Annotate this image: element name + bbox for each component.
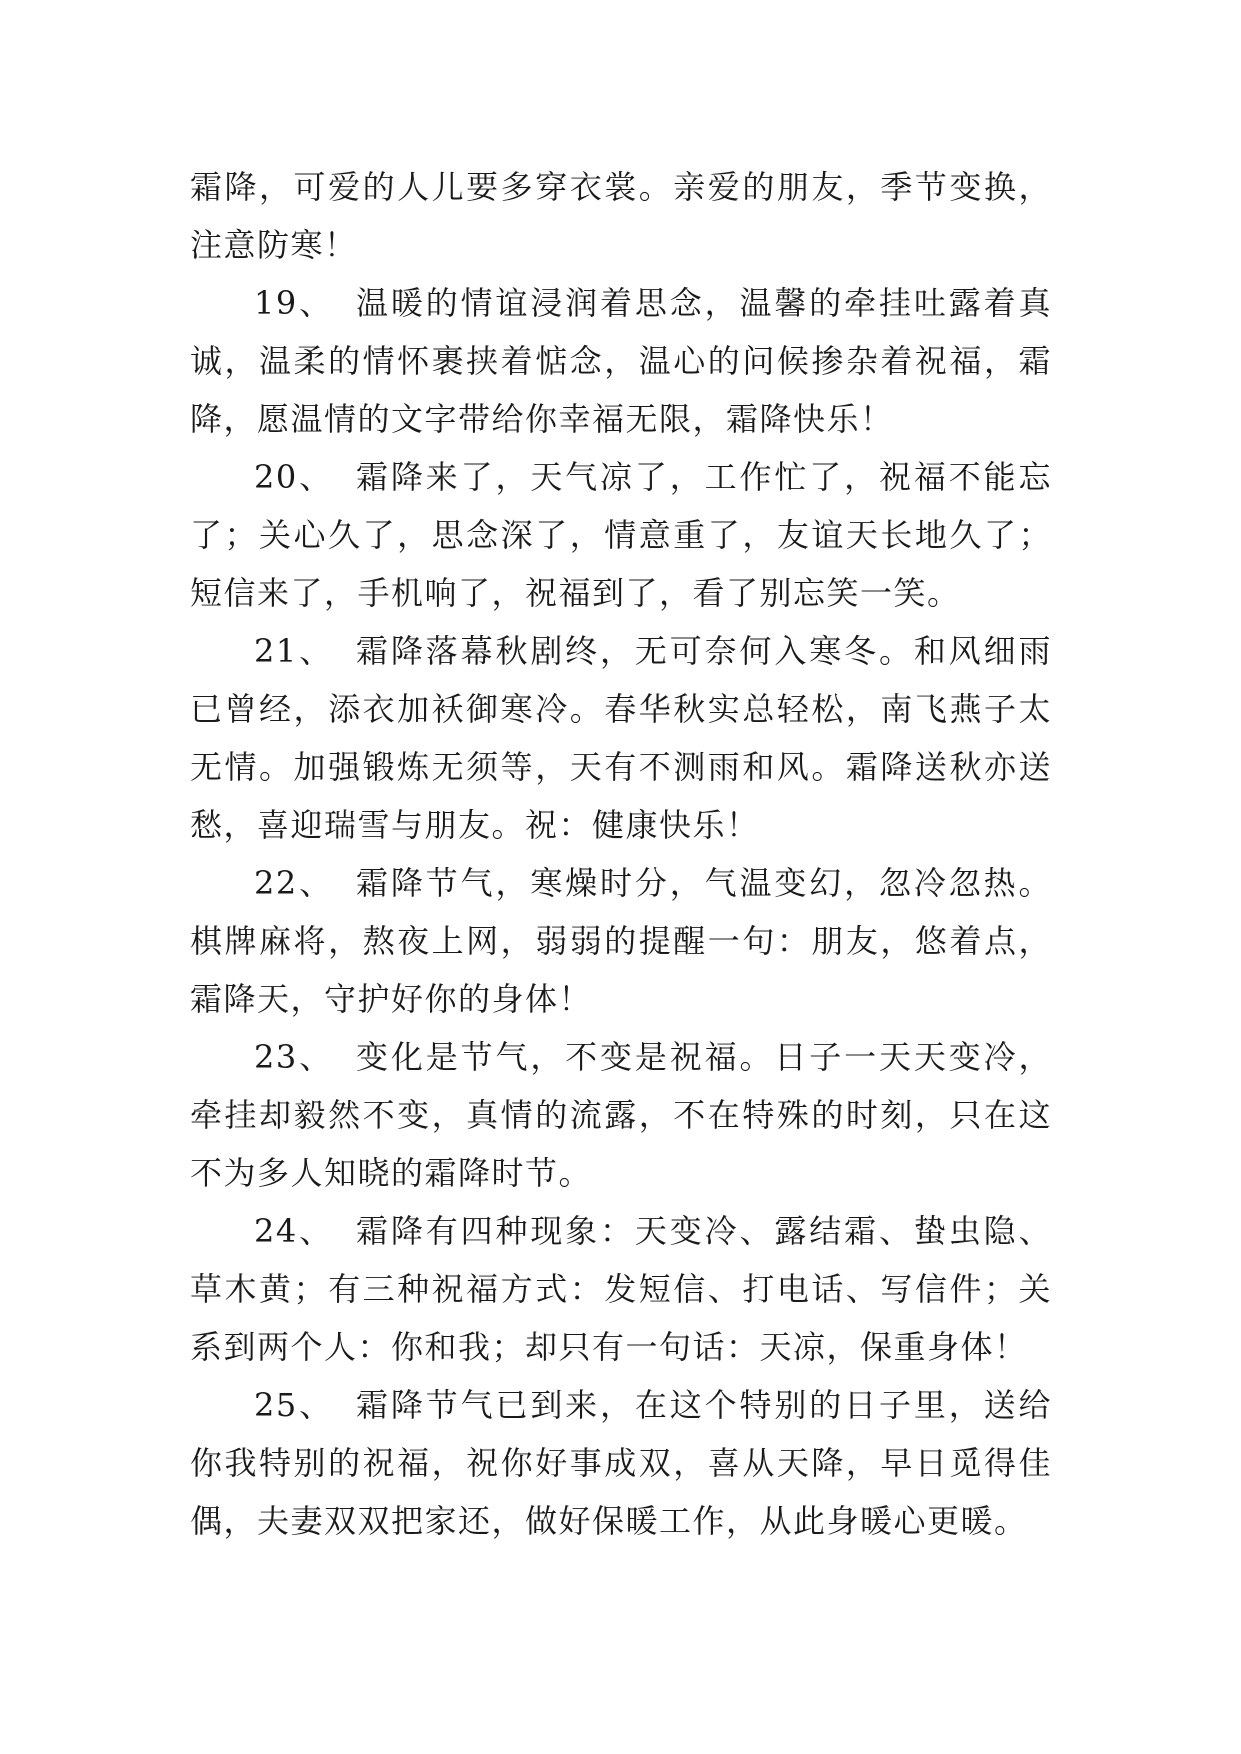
- paragraph-23: [190, 1028, 1052, 1202]
- paragraph-text: 霜降有四种现象：天变冷、露结霜、蛰虫隐、草木黄；有三种祝福方式：发短信、打电话、写信件；关系到两个人：你和我；却只有一句话：天凉，保重身体！: [190, 1212, 1052, 1366]
- paragraph-text: 变化是节气，不变是祝福。日子一天天变冷，牵挂却毅然不变，真情的流露，不在特殊的时刻，只在这不为多人知晓的霜降时节。: [190, 1038, 1052, 1192]
- document-body: [190, 158, 1052, 1550]
- paragraph-24: [190, 1202, 1052, 1376]
- paragraph-text: 温暖的情谊浸润着思念，温馨的牵挂吐露着真诚，温柔的情怀裹挟着惦念，温心的问候掺杂着祝福，霜降，愿温情的文字带给你幸福无限，霜降快乐！: [190, 284, 1052, 438]
- paragraph-number: 25、: [254, 1386, 334, 1424]
- paragraph-number: 24、: [254, 1212, 334, 1250]
- paragraph-text: 霜降节气，寒燥时分，气温变幻，忽冷忽热。棋牌麻将，熬夜上网，弱弱的提醒一句：朋友，悠着点，霜降天，守护好你的身体！: [190, 864, 1052, 1018]
- paragraph-number: 23、: [254, 1038, 334, 1076]
- paragraph-21: [190, 622, 1052, 854]
- paragraph-20: [190, 448, 1052, 622]
- paragraph-number: 22、: [254, 864, 334, 902]
- paragraph-text: 霜降节气已到来，在这个特别的日子里，送给你我特别的祝福，祝你好事成双，喜从天降，早日觅得佳偶，夫妻双双把家还，做好保暖工作，从此身暖心更暖。: [190, 1386, 1052, 1540]
- paragraph-25: [190, 1376, 1052, 1550]
- paragraph-number: 21、: [254, 632, 334, 670]
- paragraph-text: 霜降落幕秋剧终，无可奈何入寒冬。和风细雨已曾经，添衣加袄御寒冷。春华秋实总轻松，南飞燕子太无情。加强锻炼无须等，天有不测雨和风。霜降送秋亦送愁，喜迎瑞雪与朋友。祝：健康快乐！: [190, 632, 1052, 844]
- paragraph-text: 霜降来了，天气凉了，工作忙了，祝福不能忘了；关心久了，思念深了，情意重了，友谊天长地久了；短信来了，手机响了，祝福到了，看了别忘笑一笑。: [190, 458, 1052, 612]
- paragraph-number: 20、: [254, 458, 334, 496]
- paragraph-19: [190, 274, 1052, 448]
- paragraph-text: 霜降，可爱的人儿要多穿衣裳。亲爱的朋友，季节变换，注意防寒！: [190, 168, 1052, 264]
- paragraph-continued: [190, 158, 1052, 274]
- paragraph-number: 19、: [254, 284, 334, 322]
- paragraph-22: [190, 854, 1052, 1028]
